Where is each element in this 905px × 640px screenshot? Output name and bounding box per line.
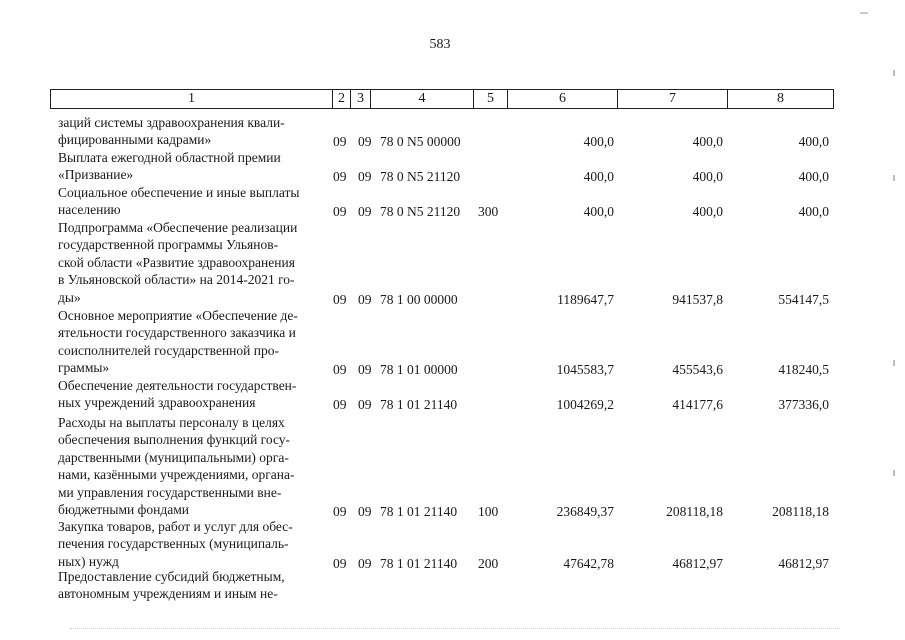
cell-col-2: 09 — [333, 204, 347, 220]
cell-col-6: 400,0 — [583, 169, 614, 185]
cell-col-7: 46812,97 — [672, 555, 723, 571]
cell-col-4: 78 1 01 21140 — [380, 555, 458, 571]
cell-col-4: 78 0 N5 21120 — [380, 169, 461, 185]
cell-col-4: 78 1 01 21140 — [380, 397, 458, 413]
description-line: государственной программы Ульянов- — [58, 237, 279, 253]
header-col-8: 8 — [727, 90, 834, 108]
cell-col-3: 09 — [358, 169, 372, 185]
cell-col-6: 47642,78 — [563, 555, 614, 571]
page-number: 583 — [429, 37, 451, 52]
header-col-6: 6 — [507, 90, 617, 108]
description-line: соисполнителей государственной про- — [58, 342, 279, 358]
row-description — [58, 149, 328, 184]
row-description — [58, 219, 328, 306]
cell-col-2: 09 — [333, 397, 347, 413]
header-col-1: 1 — [50, 90, 332, 108]
cell-col-5: 100 — [478, 504, 499, 519]
cell-col-7: 400,0 — [692, 204, 723, 220]
margin-mark — [893, 70, 895, 76]
description-line: Социальное обеспечение и иные выплаты — [58, 185, 300, 200]
description-line: автономным учреждениям и иным не- — [58, 586, 278, 602]
cell-col-6: 1004269,2 — [556, 397, 614, 413]
cell-col-4: 78 1 01 00000 — [380, 362, 458, 378]
description-line: фицированными кадрами» — [58, 132, 212, 148]
cell-col-5: 300 — [478, 204, 499, 220]
description-line: «Призвание» — [58, 167, 134, 183]
cell-col-7: 414177,6 — [672, 397, 723, 413]
cell-col-6: 1189647,7 — [557, 291, 614, 307]
cell-col-2: 09 — [333, 134, 347, 150]
cell-col-8: 554147,5 — [778, 291, 829, 307]
description-line: обеспечения выполнения функций госу- — [58, 432, 291, 448]
cell-col-3: 09 — [358, 134, 372, 150]
description-line: граммы» — [58, 360, 110, 376]
cell-col-4: 78 0 N5 21120 — [380, 204, 461, 220]
cell-col-2: 09 — [333, 504, 347, 519]
row-description — [58, 518, 328, 570]
cell-col-2: 09 — [333, 362, 347, 378]
row-description — [58, 307, 328, 377]
description-line: населению — [58, 202, 121, 218]
description-line: ятельности государственного заказчика и — [58, 325, 296, 341]
cell-col-7: 400,0 — [692, 169, 723, 185]
cell-col-4: 78 1 00 00000 — [380, 291, 458, 307]
description-line: Основное мероприятие «Обеспечение де- — [58, 308, 298, 323]
row-description — [58, 184, 328, 219]
description-line: Закупка товаров, работ и услуг для обес- — [58, 519, 293, 534]
description-line: ных) нужд — [58, 553, 119, 569]
cell-col-3: 09 — [358, 397, 372, 413]
description-line: в Ульяновской области» на 2014-2021 го- — [58, 272, 295, 288]
cell-col-8: 418240,5 — [778, 362, 829, 378]
cell-col-6: 400,0 — [583, 134, 614, 150]
cell-col-3: 09 — [358, 291, 372, 307]
description-line: печения государственных (муниципаль- — [58, 536, 289, 552]
cell-col-7: 208118,18 — [666, 504, 723, 519]
cell-col-5: 200 — [478, 555, 499, 571]
cell-col-8: 46812,97 — [778, 555, 829, 571]
cell-col-4: 78 0 N5 00000 — [380, 134, 461, 150]
cell-col-8: 400,0 — [798, 169, 829, 185]
description-line: ных учреждений здравоохранения — [58, 395, 256, 411]
margin-mark — [893, 360, 895, 366]
description-line: Выплата ежегодной областной премии — [58, 150, 281, 165]
row-description — [58, 568, 328, 603]
cell-col-6: 400,0 — [583, 204, 614, 220]
footer-marks — [70, 628, 840, 630]
description-line: бюджетными фондами — [58, 502, 189, 518]
cell-col-8: 377336,0 — [778, 397, 829, 413]
table-header-row — [50, 89, 834, 109]
cell-col-3: 09 — [358, 555, 372, 571]
row-description — [58, 114, 328, 149]
cell-col-8: 400,0 — [798, 134, 829, 150]
cell-col-8: 208118,18 — [772, 504, 829, 519]
description-line: заций системы здравоохранения квали- — [58, 115, 285, 130]
description-line: дарственными (муниципальными) орга- — [58, 449, 289, 465]
row-description — [58, 414, 328, 518]
cell-col-3: 09 — [358, 362, 372, 378]
description-line: Расходы на выплаты персоналу в целях — [58, 415, 285, 430]
cell-col-7: 941537,8 — [672, 291, 723, 307]
cell-col-8: 400,0 — [798, 204, 829, 220]
cell-col-3: 09 — [358, 504, 372, 519]
cell-col-2: 09 — [333, 291, 347, 307]
cell-col-2: 09 — [333, 169, 347, 185]
description-line: Обеспечение деятельности государствен- — [58, 378, 297, 393]
margin-mark — [893, 175, 895, 181]
cell-col-7: 455543,6 — [672, 362, 723, 378]
cell-col-2: 09 — [333, 555, 347, 571]
margin-mark — [860, 12, 868, 14]
header-col-4: 4 — [370, 90, 473, 108]
description-line: ды» — [58, 289, 81, 305]
header-col-5: 5 — [473, 90, 507, 108]
cell-col-3: 09 — [358, 204, 372, 220]
description-line: ми управления государственными вне- — [58, 484, 282, 500]
header-col-3: 3 — [350, 90, 370, 108]
margin-mark — [893, 470, 895, 476]
description-line: ской области «Развитие здравоохранения — [58, 254, 295, 270]
header-col-2: 2 — [332, 90, 350, 108]
description-line: Предоставление субсидий бюджетным, — [58, 569, 285, 584]
row-description — [58, 377, 328, 412]
description-line: нами, казёнными учреждениями, органа- — [58, 467, 295, 483]
cell-col-7: 400,0 — [692, 134, 723, 150]
header-col-7: 7 — [617, 90, 727, 108]
cell-col-6: 1045583,7 — [556, 362, 614, 378]
description-line: Подпрограмма «Обеспечение реализации — [58, 220, 298, 235]
cell-col-6: 236849,37 — [556, 504, 614, 519]
cell-col-4: 78 1 01 21140 — [380, 504, 458, 519]
